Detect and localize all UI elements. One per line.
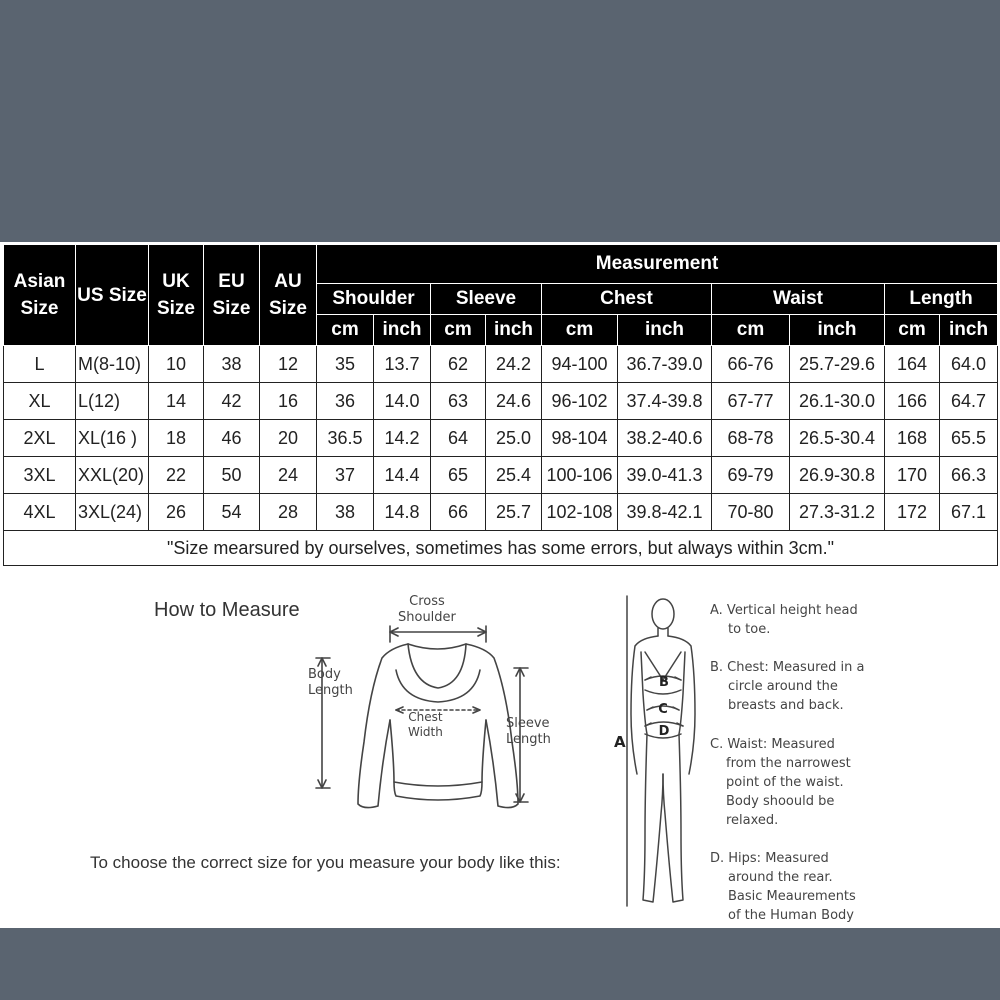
table-cell: 46: [204, 420, 260, 457]
table-cell: 66.3: [940, 457, 998, 494]
table-cell: 69-79: [712, 457, 790, 494]
table-row: [4, 420, 998, 457]
size-note: "Size mearsured by ourselves, sometimes has some errors, but always within 3cm.": [4, 531, 998, 566]
table-cell: 10: [149, 346, 204, 383]
header-unit: cm: [317, 315, 374, 346]
header-unit: inch: [486, 315, 542, 346]
chest-width-label: Chest Width: [408, 710, 443, 739]
table-cell: 100-106: [542, 457, 618, 494]
table-row: [4, 383, 998, 420]
table-cell: 172: [885, 494, 940, 531]
table-cell: 94-100: [542, 346, 618, 383]
note-c: C. Waist: Measured from the narrowest point of the waist. Body shoould be relaxed.: [710, 737, 851, 828]
table-cell: 13.7: [374, 346, 431, 383]
note-b: B. Chest: Measured in a circle around the breasts and back.: [710, 660, 865, 713]
table-cell: M(8-10): [76, 346, 149, 383]
table-cell: 24.2: [486, 346, 542, 383]
table-cell: 36.5: [317, 420, 374, 457]
table-cell: 102-108: [542, 494, 618, 531]
table-cell: 2XL: [4, 420, 76, 457]
table-cell: 36: [317, 383, 374, 420]
header-unit: cm: [885, 315, 940, 346]
table-cell: 14.4: [374, 457, 431, 494]
table-cell: XXL(20): [76, 457, 149, 494]
table-cell: 64.0: [940, 346, 998, 383]
table-cell: L: [4, 346, 76, 383]
table-cell: 36.7-39.0: [618, 346, 712, 383]
table-row: [4, 494, 998, 531]
table-cell: 164: [885, 346, 940, 383]
table-cell: 24: [260, 457, 317, 494]
header-unit: cm: [431, 315, 486, 346]
table-cell: 35: [317, 346, 374, 383]
table-cell: 98-104: [542, 420, 618, 457]
sweater-figure: [290, 592, 590, 822]
table-cell: 50: [204, 457, 260, 494]
table-cell: 28: [260, 494, 317, 531]
table-cell: 168: [885, 420, 940, 457]
table-cell: L(12): [76, 383, 149, 420]
table-row: [4, 346, 998, 383]
header-unit: inch: [940, 315, 998, 346]
table-cell: 62: [431, 346, 486, 383]
table-cell: 37: [317, 457, 374, 494]
table-cell: 166: [885, 383, 940, 420]
table-cell: 26: [149, 494, 204, 531]
table-cell: 26.1-30.0: [790, 383, 885, 420]
table-cell: 16: [260, 383, 317, 420]
measure-instruction: To choose the correct size for you measure your body like this:: [90, 853, 561, 872]
table-cell: 63: [431, 383, 486, 420]
header-uk-size: UK Size: [149, 245, 204, 346]
table-cell: 64: [431, 420, 486, 457]
table-cell: 66-76: [712, 346, 790, 383]
size-table: [3, 244, 998, 566]
table-cell: XL: [4, 383, 76, 420]
table-cell: 4XL: [4, 494, 76, 531]
table-cell: 25.4: [486, 457, 542, 494]
table-cell: 25.7: [486, 494, 542, 531]
table-cell: 38: [317, 494, 374, 531]
table-cell: 67-77: [712, 383, 790, 420]
table-cell: 38: [204, 346, 260, 383]
header-unit: inch: [618, 315, 712, 346]
header-group-chest: Chest: [542, 284, 712, 315]
table-cell: 12: [260, 346, 317, 383]
header-eu-size: EU Size: [204, 245, 260, 346]
table-cell: 38.2-40.6: [618, 420, 712, 457]
table-cell: 14: [149, 383, 204, 420]
table-cell: 27.3-31.2: [790, 494, 885, 531]
table-cell: 70-80: [712, 494, 790, 531]
header-group-length: Length: [885, 284, 998, 315]
table-cell: 25.7-29.6: [790, 346, 885, 383]
table-cell: 39.8-42.1: [618, 494, 712, 531]
sleeve-length-label: Sleeve Length: [506, 716, 551, 747]
header-group-shoulder: Shoulder: [317, 284, 431, 315]
table-cell: 24.6: [486, 383, 542, 420]
header-us-size: US Size: [76, 245, 149, 346]
label-a: A: [614, 733, 626, 751]
table-cell: 25.0: [486, 420, 542, 457]
table-cell: 14.0: [374, 383, 431, 420]
table-cell: 39.0-41.3: [618, 457, 712, 494]
body-length-label: Body Length: [308, 667, 353, 698]
label-d: D: [658, 724, 670, 739]
table-cell: 68-78: [712, 420, 790, 457]
table-cell: 26.9-30.8: [790, 457, 885, 494]
header-au-size: AU Size: [260, 245, 317, 346]
table-cell: XL(16 ): [76, 420, 149, 457]
table-row: [4, 457, 998, 494]
header-unit: inch: [790, 315, 885, 346]
table-cell: 66: [431, 494, 486, 531]
header-asian-size: Asian Size: [4, 245, 76, 346]
table-cell: 22: [149, 457, 204, 494]
table-cell: 65: [431, 457, 486, 494]
note-row: [4, 531, 998, 566]
table-cell: 37.4-39.8: [618, 383, 712, 420]
table-cell: 20: [260, 420, 317, 457]
header-unit: inch: [374, 315, 431, 346]
header-group-waist: Waist: [712, 284, 885, 315]
header-unit: cm: [542, 315, 618, 346]
cross-shoulder-label: Cross Shoulder: [398, 594, 456, 625]
table-cell: 26.5-30.4: [790, 420, 885, 457]
note-d: D. Hips: Measured around the rear. Basic Meaurements of the Human Body: [710, 851, 856, 923]
note-a: A. Vertical height head to toe.: [710, 603, 858, 637]
human-body-figure: [615, 594, 705, 914]
table-cell: 170: [885, 457, 940, 494]
header-group-sleeve: Sleeve: [431, 284, 542, 315]
header-measurement: Measurement: [317, 245, 998, 284]
table-cell: 96-102: [542, 383, 618, 420]
table-cell: 3XL(24): [76, 494, 149, 531]
table-cell: 65.5: [940, 420, 998, 457]
label-b: B: [659, 675, 669, 690]
how-to-measure-title: How to Measure: [154, 599, 300, 621]
label-c: C: [658, 702, 668, 717]
table-cell: 3XL: [4, 457, 76, 494]
table-cell: 18: [149, 420, 204, 457]
table-cell: 42: [204, 383, 260, 420]
size-chart-sheet: [0, 242, 1000, 928]
table-cell: 14.8: [374, 494, 431, 531]
table-cell: 54: [204, 494, 260, 531]
table-cell: 64.7: [940, 383, 998, 420]
table-cell: 14.2: [374, 420, 431, 457]
table-cell: 67.1: [940, 494, 998, 531]
header-unit: cm: [712, 315, 790, 346]
